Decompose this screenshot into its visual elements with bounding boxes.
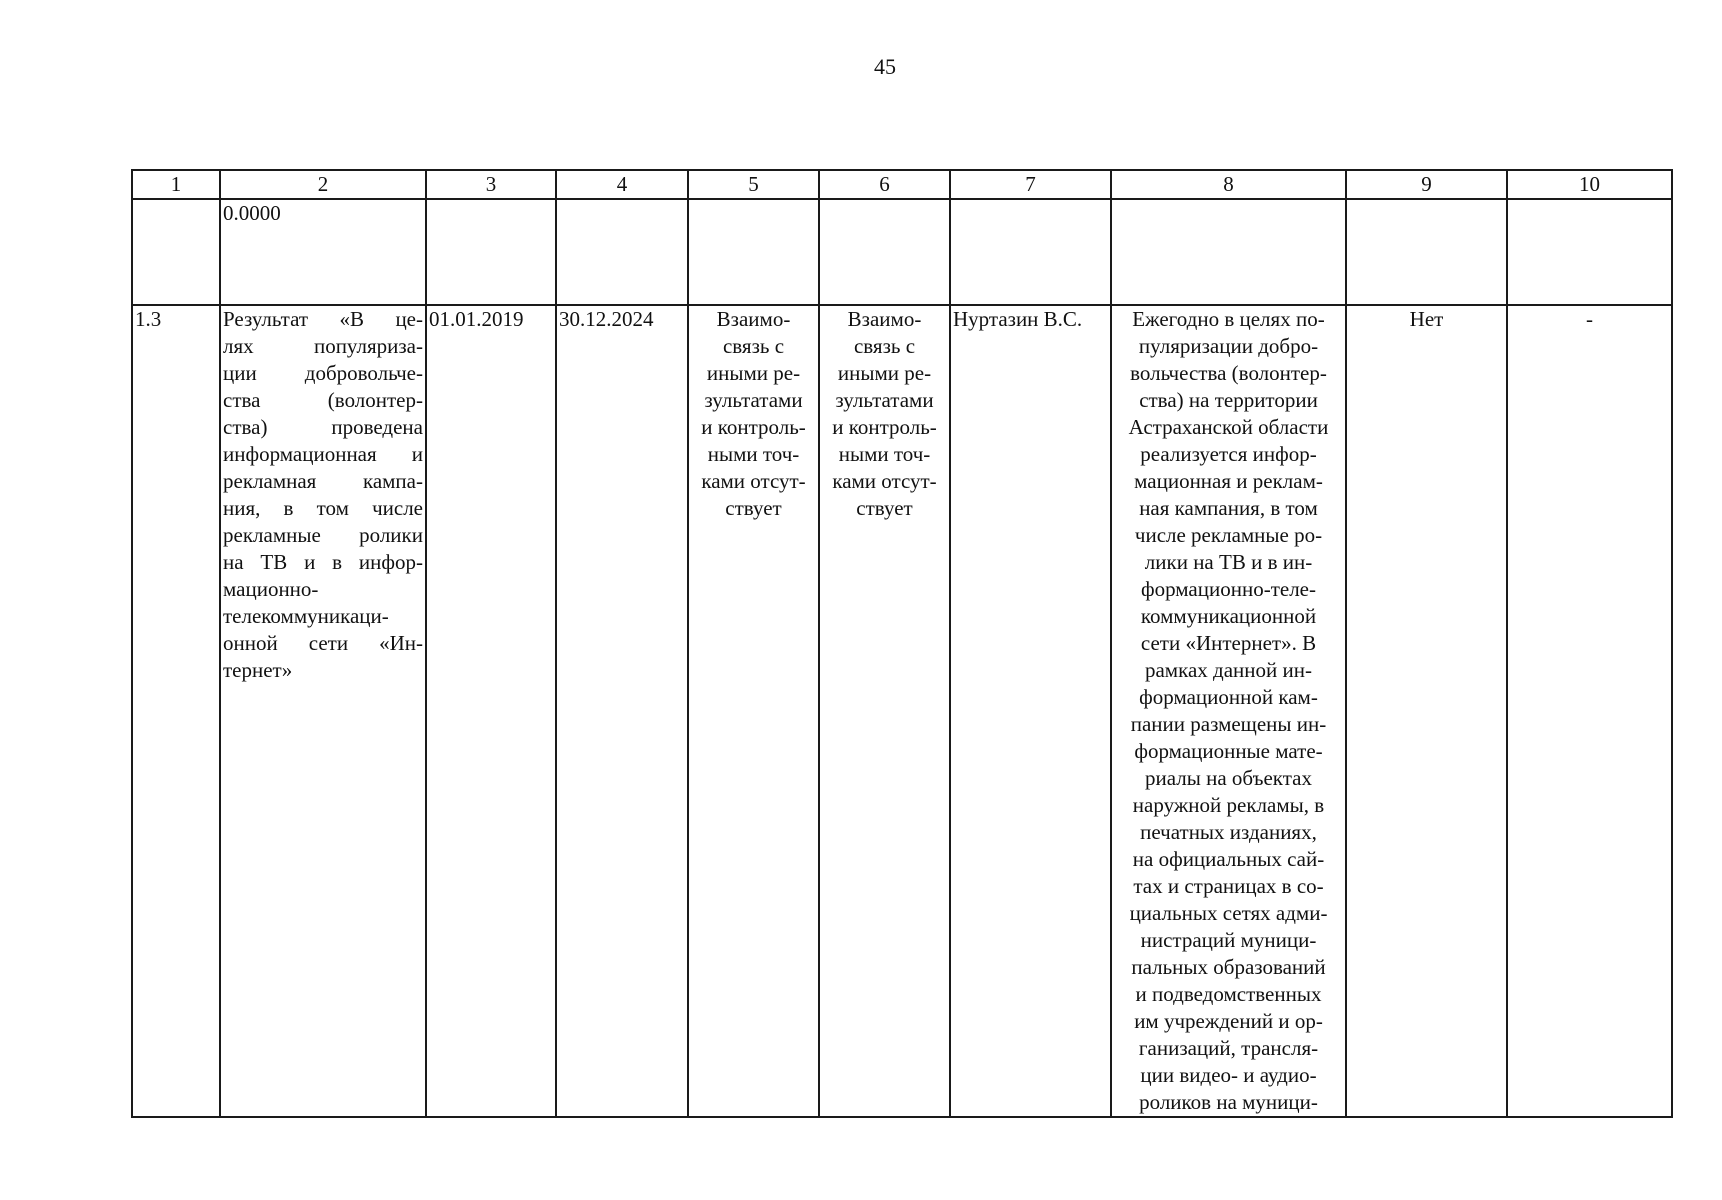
text-line: наружной рекламы, в (1132, 793, 1325, 817)
header-cell: 9 (1346, 170, 1507, 199)
notes-cell: - (1507, 305, 1672, 1117)
text-line: ная кампания, в том (1139, 496, 1318, 520)
text-line: ками отсут- (701, 469, 806, 493)
responsible-person-cell: Нуртазин В.С. (950, 305, 1111, 1117)
text-line: рекламные ролики (223, 523, 423, 547)
header-cell: 3 (426, 170, 556, 199)
relation-cell (819, 305, 950, 1117)
text-line: связь с (722, 334, 785, 358)
text-line: формационно-теле- (1141, 577, 1316, 601)
result-description-cell (220, 305, 426, 1117)
text-line: пуляризации добро- (1138, 334, 1319, 358)
text-line: Астраханской области (1128, 415, 1329, 439)
implementation-info-cell (1111, 305, 1346, 1117)
text-line: зультатами (835, 388, 934, 412)
text-line: циальных сетях адми- (1129, 901, 1328, 925)
table-cell (132, 199, 220, 305)
start-date-cell: 01.01.2019 (426, 305, 556, 1117)
text-line: зультатами (704, 388, 803, 412)
text-line: Ежегодно в целях по- (1132, 307, 1325, 331)
text-line: ными точ- (707, 442, 800, 466)
text-line: формационной кам- (1139, 685, 1318, 709)
text-line: Взаимо- (716, 307, 791, 331)
table-header-row (132, 170, 1672, 199)
header-cell: 4 (556, 170, 688, 199)
text-line: пальных образований (1131, 955, 1326, 979)
text-line: ными точ- (838, 442, 931, 466)
table-cell (950, 199, 1111, 305)
text-line: ния, в том числе (223, 496, 423, 520)
table-cell: 0.0000 (220, 199, 426, 305)
text-line: иными ре- (837, 361, 932, 385)
header-cell: 6 (819, 170, 950, 199)
text-line: телекоммуникаци- (223, 604, 389, 628)
text-line: иными ре- (706, 361, 801, 385)
text-line: рекламная кампа- (223, 469, 423, 493)
text-line: связь с (853, 334, 916, 358)
text-line: ганизаций, трансля- (1138, 1036, 1319, 1060)
text-line: лики на ТВ и в ин- (1144, 550, 1313, 574)
text-line: ками отсут- (832, 469, 937, 493)
header-cell: 1 (132, 170, 220, 199)
text-line: печатных изданиях, (1140, 820, 1317, 844)
text-line: на ТВ и в инфор- (223, 550, 423, 574)
header-cell: 7 (950, 170, 1111, 199)
text-line: роликов на муници- (1139, 1090, 1318, 1114)
page-number: 45 (874, 54, 896, 79)
text-line: лях популяриза- (223, 334, 423, 358)
text-line: Взаимо- (847, 307, 922, 331)
text-line: пании размещены ин- (1130, 712, 1327, 736)
text-line: онной сети «Ин- (223, 631, 423, 655)
yes-no-cell: Нет (1346, 305, 1507, 1117)
relation-cell (688, 305, 819, 1117)
text-line: ствует (856, 496, 913, 520)
text-line: мационная и реклам- (1134, 469, 1323, 493)
text-line: числе рекламные ро- (1134, 523, 1323, 547)
text-line: тернет» (223, 658, 293, 682)
header-cell: 10 (1507, 170, 1672, 199)
table-row (132, 199, 1672, 305)
table-cell (1111, 199, 1346, 305)
text-line: ства (волонтер- (223, 388, 423, 412)
text-line: им учреждений и ор- (1134, 1009, 1323, 1033)
text-line: нистраций муници- (1140, 928, 1317, 952)
table-cell (556, 199, 688, 305)
text-line: коммуникационной (1140, 604, 1317, 628)
text-line: и контроль- (832, 415, 937, 439)
text-line: ства) проведена (223, 415, 423, 439)
data-table (131, 169, 1673, 1118)
text-line: мационно- (223, 577, 319, 601)
header-cell: 2 (220, 170, 426, 199)
table-cell (426, 199, 556, 305)
text-line: риалы на объектах (1145, 766, 1312, 790)
text-line: и подведомственных (1135, 982, 1322, 1006)
text-line: реализуется инфор- (1140, 442, 1317, 466)
text-line: ции видео- и аудио- (1140, 1063, 1317, 1087)
table-cell (688, 199, 819, 305)
text-line: ства) на территории (1139, 388, 1318, 412)
header-cell: 8 (1111, 170, 1346, 199)
table-cell (1346, 199, 1507, 305)
text-line: вольчества (волонтер- (1130, 361, 1327, 385)
text-line: на официальных сай- (1132, 847, 1325, 871)
row-number-cell: 1.3 (132, 305, 220, 1117)
end-date-cell: 30.12.2024 (556, 305, 688, 1117)
text-line: рамках данной ин- (1144, 658, 1312, 682)
text-line: Результат «В це- (223, 307, 423, 331)
text-line: ции добровольче- (223, 361, 423, 385)
header-cell: 5 (688, 170, 819, 199)
text-line: тах и страницах в со- (1133, 874, 1324, 898)
text-line: и контроль- (701, 415, 806, 439)
text-line: информационная и (223, 442, 423, 466)
table-cell (1507, 199, 1672, 305)
text-line: ствует (725, 496, 782, 520)
text-line: сети «Интернет». В (1140, 631, 1317, 655)
table-row (132, 305, 1672, 1117)
text-line: формационные мате- (1134, 739, 1323, 763)
table-cell (819, 199, 950, 305)
